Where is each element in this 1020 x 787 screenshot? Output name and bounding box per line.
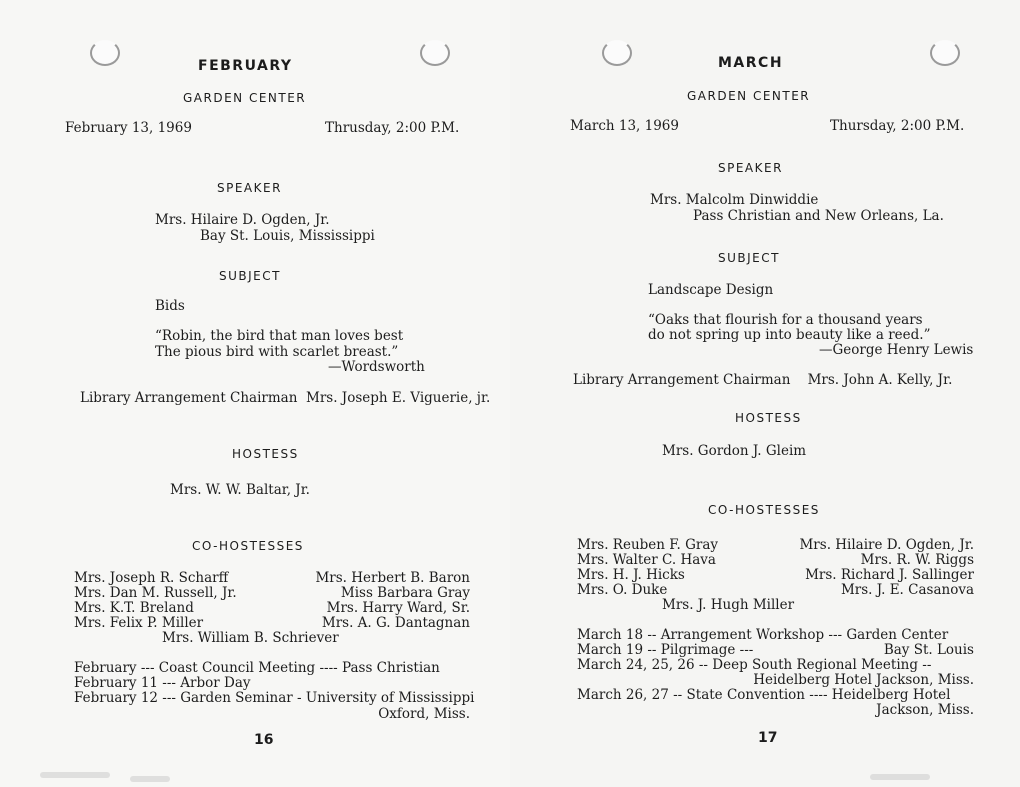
event-line: March 19 -- Pilgrimage --- — [577, 642, 754, 658]
cohostess-name: Mrs. Herbert B. Baron — [315, 570, 470, 586]
event-line: Bay St. Louis — [883, 642, 974, 658]
scan-shadow — [40, 772, 110, 778]
event-line: March 26, 27 -- State Convention ---- Heidelberg Hotel — [577, 687, 951, 703]
punch-hole-icon — [930, 40, 960, 66]
cohostess-name: Mrs. Dan M. Russell, Jr. — [74, 585, 237, 601]
hostess-name: Mrs. Gordon J. Gleim — [662, 443, 807, 459]
subject-heading: SUBJECT — [718, 251, 780, 265]
subject-heading: SUBJECT — [219, 269, 281, 283]
cohostess-name: Mrs. Reuben F. Gray — [577, 537, 719, 553]
page-number: 16 — [254, 732, 274, 748]
event-line: Heidelberg Hotel Jackson, Miss. — [753, 672, 974, 688]
right-page — [510, 0, 1020, 787]
event-line: Oxford, Miss. — [378, 706, 470, 722]
month-heading: FEBRUARY — [198, 58, 293, 74]
page-number: 17 — [758, 730, 778, 746]
quote-line: “Robin, the bird that man loves best — [155, 328, 404, 344]
cohostess-name: Mrs. A. G. Dantagnan — [321, 615, 470, 631]
month-heading: MARCH — [718, 55, 784, 71]
cohostess-name: Mrs. R. W. Riggs — [860, 552, 974, 568]
cohostess-name: Mrs. Hilaire D. Ogden, Jr. — [799, 537, 974, 553]
meeting-date: February 13, 1969 — [65, 120, 192, 136]
cohostess-name: Mrs. Richard J. Sallinger — [805, 567, 974, 583]
cohostess-name: Mrs. O. Duke — [577, 582, 668, 598]
scan-shadow — [130, 776, 170, 782]
cohostess-name: Mrs. J. Hugh Miller — [662, 597, 795, 613]
quote-author: —Wordsworth — [328, 359, 425, 375]
event-line: February --- Coast Council Meeting ---- Pass Christian — [74, 660, 440, 676]
meeting-time: Thursday, 2:00 P.M. — [830, 118, 965, 134]
cohostess-name: Mrs. Walter C. Hava — [577, 552, 716, 568]
event-line: March 18 -- Arrangement Workshop --- Garden Center — [577, 627, 949, 643]
scan-shadow — [870, 774, 930, 780]
cohostess-name: Mrs. K.T. Breland — [74, 600, 194, 616]
cohostesses-heading: CO-HOSTESSES — [192, 539, 304, 553]
event-line: February 11 --- Arbor Day — [74, 675, 251, 691]
cohostess-name: Mrs. J. E. Casanova — [840, 582, 974, 598]
event-line: March 24, 25, 26 -- Deep South Regional Meeting -- — [577, 657, 932, 673]
library-chairman: Library Arrangement Chairman Mrs. John A. Kelly, Jr. — [573, 372, 953, 388]
punch-hole-icon — [90, 40, 120, 66]
quote-line: do not spring up into beauty like a reed.” — [648, 327, 931, 343]
speaker-place: Pass Christian and New Orleans, La. — [693, 208, 944, 224]
cohostess-name: Mrs. Harry Ward, Sr. — [326, 600, 470, 616]
location-heading: GARDEN CENTER — [183, 91, 307, 105]
cohostesses-heading: CO-HOSTESSES — [708, 503, 820, 517]
cohostess-name: Mrs. H. J. Hicks — [577, 567, 685, 583]
speaker-name: Mrs. Malcolm Dinwiddie — [650, 192, 819, 208]
event-line: February 12 --- Garden Seminar - University of Mississippi — [74, 690, 475, 706]
cohostess-name: Mrs. Joseph R. Scharff — [74, 570, 229, 586]
meeting-time: Thrusday, 2:00 P.M. — [325, 120, 460, 136]
speaker-heading: SPEAKER — [718, 161, 783, 175]
subject-text: Bids — [155, 298, 185, 314]
cohostess-name: Mrs. Felix P. Miller — [74, 615, 204, 631]
quote-line: “Oaks that flourish for a thousand years — [648, 312, 923, 328]
library-chairman: Library Arrangement Chairman Mrs. Joseph E. Viguerie, jr. — [80, 390, 491, 406]
speaker-place: Bay St. Louis, Mississippi — [200, 228, 375, 244]
punch-hole-icon — [420, 40, 450, 66]
punch-hole-icon — [602, 40, 632, 66]
speaker-heading: SPEAKER — [217, 181, 282, 195]
subject-text: Landscape Design — [648, 282, 774, 298]
cohostess-name: Mrs. William B. Schriever — [162, 630, 339, 646]
location-heading: GARDEN CENTER — [687, 89, 811, 103]
event-line: Jackson, Miss. — [876, 702, 974, 718]
meeting-date: March 13, 1969 — [570, 118, 679, 134]
hostess-name: Mrs. W. W. Baltar, Jr. — [170, 482, 310, 498]
hostess-heading: HOSTESS — [232, 447, 299, 461]
quote-author: —George Henry Lewis — [819, 342, 974, 358]
cohostess-name: Miss Barbara Gray — [340, 585, 470, 601]
quote-line: The pious bird with scarlet breast.” — [155, 344, 399, 360]
speaker-name: Mrs. Hilaire D. Ogden, Jr. — [155, 212, 330, 228]
hostess-heading: HOSTESS — [735, 411, 802, 425]
